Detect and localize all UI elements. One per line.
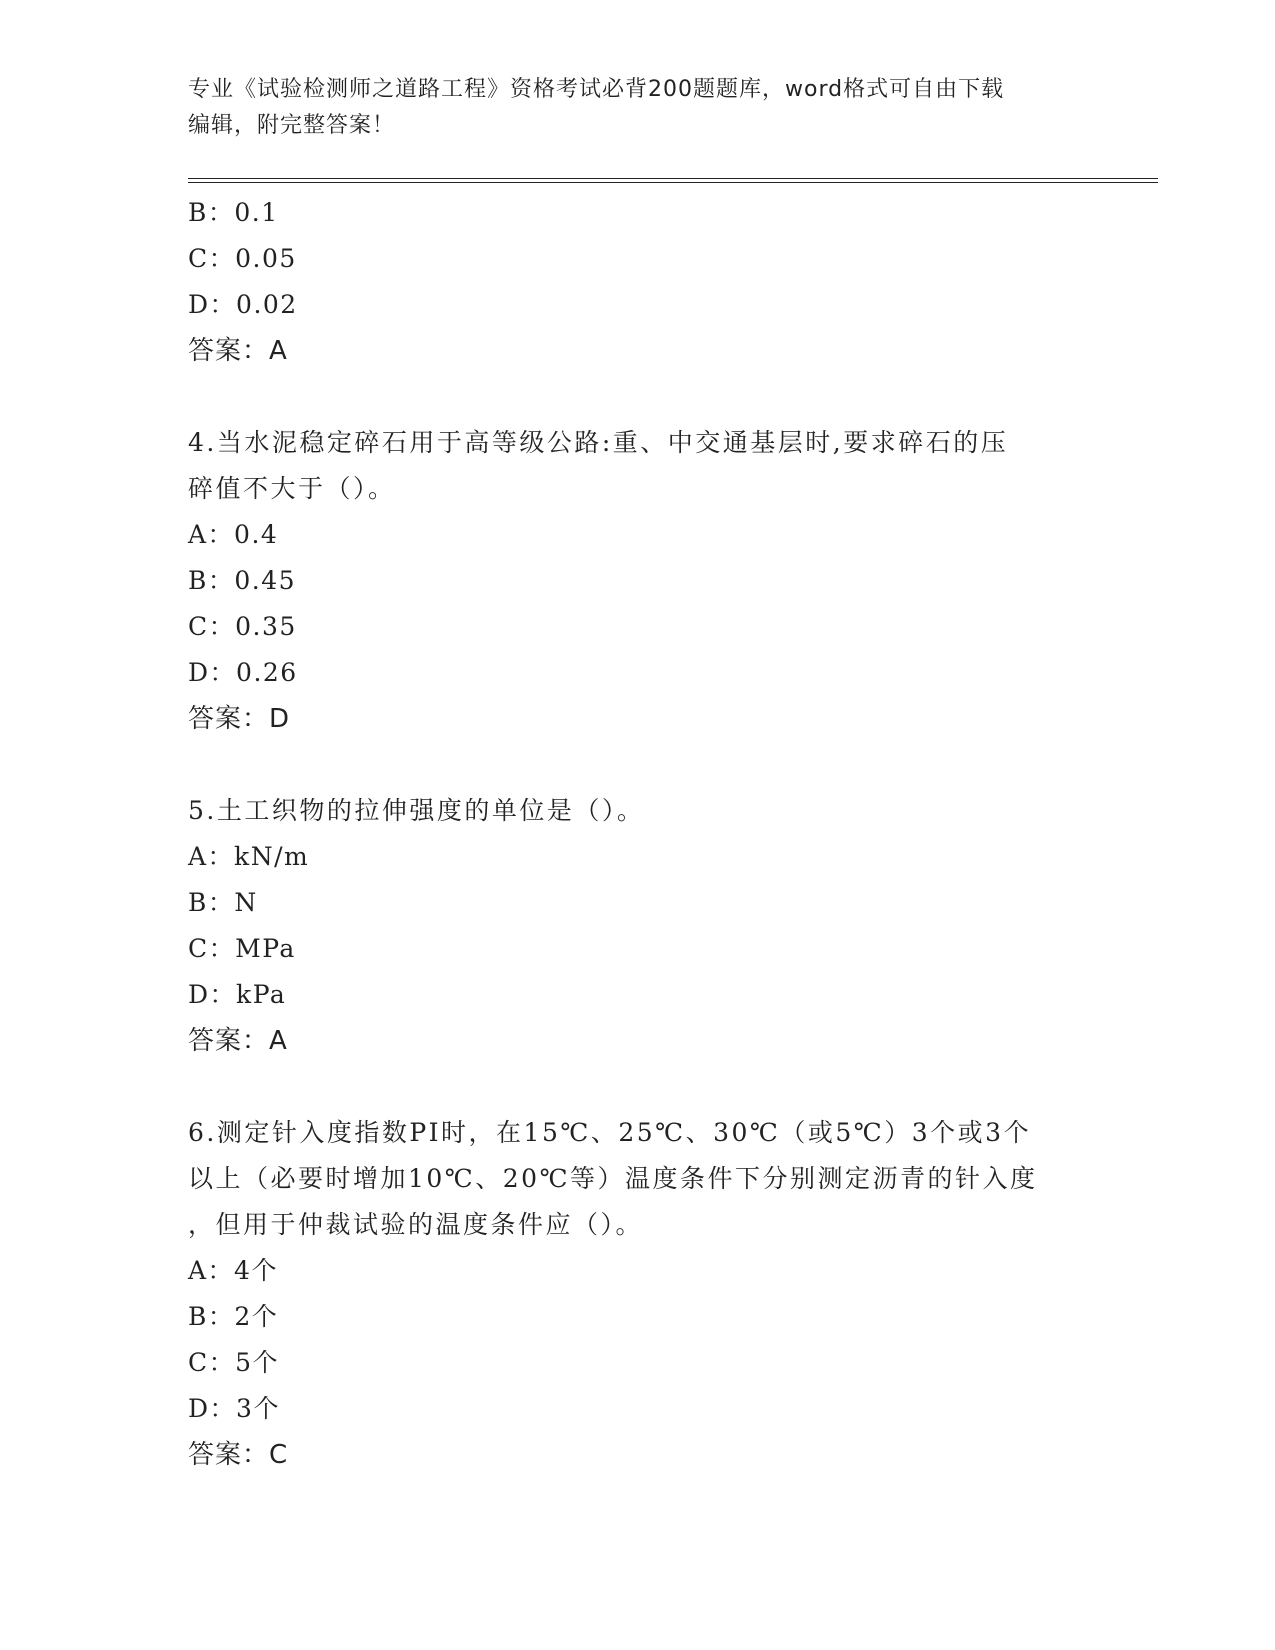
question-text-line: ，但用于仲裁试验的温度条件应（）。 <box>188 1210 644 1239</box>
answer-line: 答案：A <box>188 1026 288 1056</box>
question-text-line: 4.当水泥稳定碎石用于高等级公路:重、中交通基层时,要求碎石的压 <box>188 428 1009 457</box>
header-title-line-1: 专业《试验检测师之道路工程》资格考试必背200题题库，word格式可自由下载 <box>188 77 1005 102</box>
option-d: D：kPa <box>188 980 287 1009</box>
answer-line: 答案：A <box>188 336 288 366</box>
question-6 <box>188 1110 1088 1478</box>
option-c: C：0.35 <box>188 612 297 641</box>
answer-line: 答案：D <box>188 704 291 734</box>
question-text-line: 碎值不大于（）。 <box>188 474 396 503</box>
question-list <box>188 190 1088 1478</box>
question-partial <box>188 190 1088 374</box>
answer-line: 答案：C <box>188 1440 289 1470</box>
option-a: A：4个 <box>188 1256 278 1285</box>
question-text <box>188 420 1088 512</box>
option-a: A：0.4 <box>188 520 279 549</box>
option-c: C：0.05 <box>188 244 297 273</box>
option-b: B：N <box>188 888 258 917</box>
page-header <box>188 72 1088 144</box>
option-d: D：0.02 <box>188 290 298 319</box>
question-text <box>188 1110 1088 1248</box>
question-text-line: 以上（必要时增加10℃、20℃等）温度条件下分别测定沥青的针入度 <box>188 1164 1038 1193</box>
question-text-line: 5.土工织物的拉伸强度的单位是（）。 <box>188 796 645 825</box>
option-c: C：MPa <box>188 934 296 963</box>
option-a: A：kN/m <box>188 842 310 871</box>
option-b: B：0.45 <box>188 566 297 595</box>
option-d: D：3个 <box>188 1394 280 1423</box>
option-b: B：0.1 <box>188 198 279 227</box>
header-title-line-2: 编辑，附完整答案！ <box>188 113 396 138</box>
option-d: D：0.26 <box>188 658 298 687</box>
question-text <box>188 788 1088 834</box>
question-4 <box>188 420 1088 742</box>
header-divider <box>188 178 1158 183</box>
question-5 <box>188 788 1088 1064</box>
question-text-line: 6.测定针入度指数PI时，在15℃、25℃、30℃（或5℃）3个或3个 <box>188 1118 1032 1147</box>
option-b: B：2个 <box>188 1302 279 1331</box>
option-c: C：5个 <box>188 1348 280 1377</box>
